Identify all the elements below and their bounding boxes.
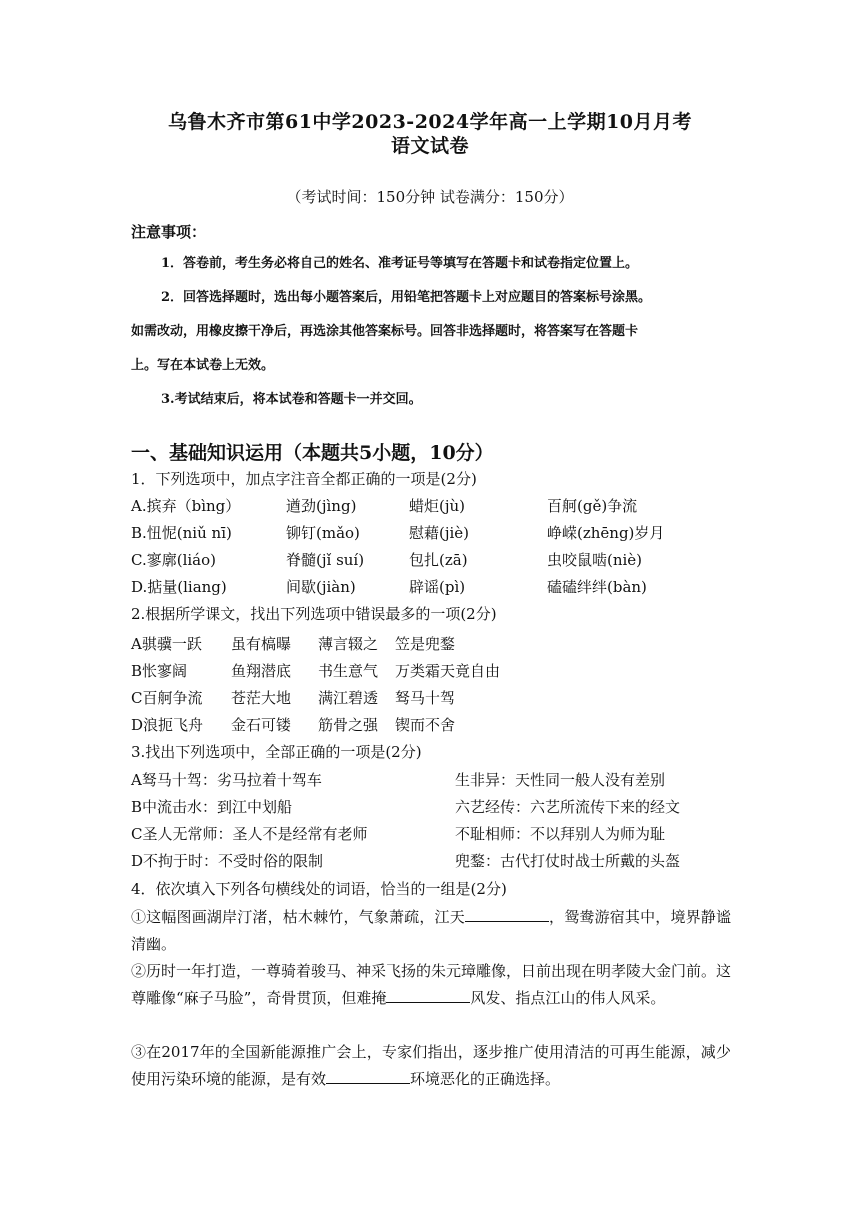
fill-blank-1[interactable]: [465, 906, 549, 922]
question-1-stem: 1．下列选项中，加点字注音全都正确的一项是(2分): [131, 470, 477, 488]
question-2-stem: 2.根据所学课文，找出下列选项中错误最多的一项(2分): [131, 605, 497, 623]
notice-item-1: 1．答卷前，考生务必将自己的姓名、准考证号等填写在答题卡和试卷指定位置上。: [161, 256, 639, 271]
fill-blank-3[interactable]: [326, 1068, 410, 1084]
fill-blank-2[interactable]: [386, 987, 470, 1003]
question-4-sentence-1: ①这幅图画湖岸汀渚，枯木棘竹，气象萧疏，江天 ，鸳鸯游宿其中，境界静谧清幽。: [131, 908, 731, 953]
notice-heading: 注意事项：: [131, 223, 207, 241]
section-heading: 一、基础知识运用（本题共5小题，10分）: [131, 442, 494, 464]
exam-subject: 语文试卷: [390, 135, 469, 157]
question-4-sentence-2: ②历时一年打造，一尊骑着骏马、神采飞扬的朱元璋雕像，日前出现在明孝陵大金门前。这尊雕像“麻子马脸”，奇骨贯顶，但难掩 风发、指点江山的伟人风采。: [131, 962, 732, 1007]
exam-title: 乌鲁木齐市第61中学2023-2024学年高一上学期10月月考: [167, 111, 693, 133]
notice-item-2: 2．回答选择题时，选出每小题答案后，用铅笔把答题卡上对应题目的答案标号涂黑。 如需改动，用橡皮擦干净后，再选涂其他答案标号。回答非选择题时，将答案写在答题卡 上。写在本试卷上无效。: [131, 290, 652, 373]
exam-info: （考试时间：150分钟 试卷满分：150分）: [286, 188, 574, 206]
question-4-stem: 4．依次填入下列各句横线处的词语，恰当的一组是(2分): [131, 880, 507, 898]
notice-item-3: 3.考试结束后，将本试卷和答题卡一并交回。: [161, 392, 422, 407]
question-3-stem: 3.找出下列选项中，全部正确的一项是(2分): [131, 743, 422, 761]
exam-page: 乌鲁木齐市第61中学2023-2024学年高一上学期10月月考 语文试卷 （考试时间：150分钟 试卷满分：150分） 注意事项： 1．答卷前，考生务必将自己的姓名、准考证号等填写在答题卡和试卷指定位置上。 2．回答选择题时，选出每小题答案后，用铅笔把答题卡上对应题目的答案标号涂黑。 如需改动，用橡皮擦干净后，再选涂其他答案标号。回答非选择题时，将答案写在答题卡 上。写在本试卷上无效。 3.考试结束后，将本试卷和答题卡一并交回。 一、基础知识运用（本题共5小题，10分） 1．下列选项中，加点字注音全都正确的一项是(2分) A.摈弃（bìng） 遒劲(jìng) 蜡炬(jù) 百舸(gě)争流 B.忸怩(niǔ nī) 铆钉(mǎo) 慰藉(jiè) 峥嵘(zhēng)岁月 C.寥廓(liáo) 脊髓(jǐ suí) 包扎(zā) 虫咬鼠啮(niè) D.掂量(liang) 间歇(jiàn) 辟谣(pì) 磕磕绊绊(bàn) 2.根据所学课文，找出下列选项中错误最多的一项(2分) A骐骥一跃 虽有槁曝 薄言辍之 笠是兜鍪 B怅寥阔 鱼翔潜底 书生意气 万类霜天竟自由 C百舸争流 苍茫大地 满江碧透 驽马十驾 D浪扼飞舟 金石可镂 筋骨之强 锲而不舍 3.找出下列选项中，全部正确的一项是(2分) A驽马十驾：劣马拉着十驾车 生非异：天性同一般人没有差别 B中流击水：到江中划船 六艺经传：六艺所流传下来的经文 C圣人无常师：圣人不是经常有老师 不耻相师：不以拜别人为师为耻 D不拘于时：不受时俗的限制 兜鍪：古代打仗时战士所戴的头盔 4．依次填入下列各句横线处的词语，恰当的一组是(2分) ①这幅图画湖岸汀渚，枯木棘竹，气象萧疏，江天 ，鸳鸯游宿其中，境界静谧清幽。 ②历时一年打造，一尊骑着骏马、神采飞扬的朱元璋雕像，日前出现在明孝陵大金门前。这尊雕像“麻子马脸”，奇骨贯顶，但难掩 风发、指点江山的伟人风采。 ③在2017年的全国新能源推广会上，专家们指出，逐步推广使用清洁的可再生能源，减少使用污染环境的能源，是有效 环境恶化的正确选择。: [0, 0, 860, 1216]
question-4-sentence-3: ③在2017年的全国新能源推广会上，专家们指出，逐步推广使用清洁的可再生能源，减少使用污染环境的能源，是有效 环境恶化的正确选择。: [131, 1043, 731, 1088]
